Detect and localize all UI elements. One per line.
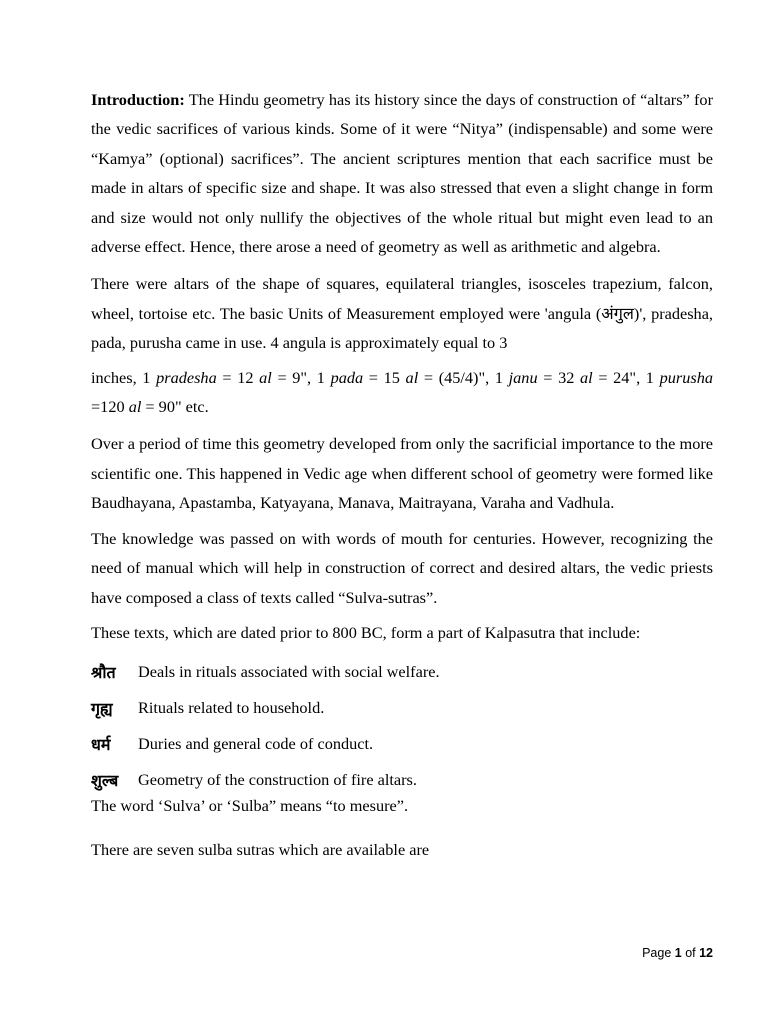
term-description: Deals in rituals associated with social welfare. <box>138 662 440 682</box>
sulba-sutras-line: There are seven sulba sutras which are available are <box>91 840 430 860</box>
page-number-total: 12 <box>699 946 713 960</box>
measure-unit-al: al <box>259 367 272 387</box>
term-row-grihya <box>91 690 713 726</box>
term-word: शुल्ब <box>91 771 119 791</box>
intro-paragraph <box>91 85 713 261</box>
term-description: Rituals related to household. <box>138 698 325 718</box>
measure-unit-al: al <box>580 367 593 387</box>
intro-text: The Hindu geometry has its history since the days of construction of “altars” for the vedic sacrifices of various kinds. Some of it were “Nitya” (indispensable) and some were “Kamya” (optional) sacrifices”. The ancient scriptures mention that each sacrifice must be made in altars of specific size and shape. It was also stressed that even a slight change in form and size would not only nullify the objectives of the whole ritual but might even lead to an adverse effect. Hence, there arose a need of geometry as well as arithmetic and algebra. <box>91 90 713 257</box>
measure-term-pada: pada <box>330 367 364 387</box>
page-number-prefix: Page <box>642 946 675 960</box>
term-row-shrauta <box>91 654 713 690</box>
measure-text: = 32 <box>537 367 580 387</box>
term-description: Geometry of the construction of fire altars. <box>138 770 417 790</box>
page-number-of: of <box>681 946 700 960</box>
measure-text: = 90" etc. <box>141 397 209 417</box>
word-meaning-line: The word ‘Sulva’ or ‘Sulba” means “to mesure”. <box>91 796 409 816</box>
measure-unit-al: al <box>128 397 142 417</box>
page-number-current: 1 <box>674 946 682 960</box>
measure-term-pradesha: pradesha <box>156 367 217 387</box>
measure-text: = 24", 1 <box>592 367 654 387</box>
term-row-dharma <box>91 726 713 762</box>
page-number <box>642 946 713 960</box>
measure-text: =120 <box>91 397 129 417</box>
measure-text: = 12 <box>216 367 260 387</box>
development-paragraph: Over a period of time this geometry developed from only the sacrificial importance to the more scientific one. This happened in Vedic age when different school of geometry were formed like Baudhayana, Apastamba, Katyayana, Manava, Maitrayana, Varaha and Vadhula. <box>91 434 713 513</box>
kalpasutra-term-list <box>91 654 713 798</box>
measure-term-janu: janu <box>508 367 538 387</box>
term-word: गृह्य <box>91 699 113 719</box>
texts-intro-paragraph: These texts, which are dated prior to 800 BC, form a part of Kalpasutra that include: <box>91 622 641 642</box>
measurement-paragraph <box>91 363 713 422</box>
intro-label: Introduction: <box>91 90 185 109</box>
measure-text: inches, 1 <box>91 367 157 387</box>
measure-term-purusha: purusha <box>659 367 713 387</box>
knowledge-paragraph: The knowledge was passed on with words of mouth for centuries. However, recognizing the need of manual which will help in construction of correct and desired altars, the vedic priests have composed a class of texts called “Sulva-sutras”. <box>91 528 713 607</box>
altars-text: There were altars of the shape of squares, equilateral triangles, isosceles trapezium, falcon, wheel, tortoise etc. The basic Units of Measurement employed were 'angula (अंगुल)', pradesha, pada, purusha came in use. 4 angula is approximately equal to 3 <box>91 274 713 353</box>
altars-paragraph <box>91 269 713 357</box>
measure-unit-al: al <box>405 367 419 387</box>
measure-text: = (45/4)", 1 <box>418 367 509 387</box>
term-word: धर्म <box>91 735 111 755</box>
measure-text: = 15 <box>363 367 406 387</box>
document-page <box>91 85 713 862</box>
term-description: Duries and general code of conduct. <box>138 734 374 754</box>
term-word: श्रौत <box>91 663 116 683</box>
measure-text: = 9", 1 <box>271 367 331 387</box>
term-row-shulba <box>91 762 713 798</box>
